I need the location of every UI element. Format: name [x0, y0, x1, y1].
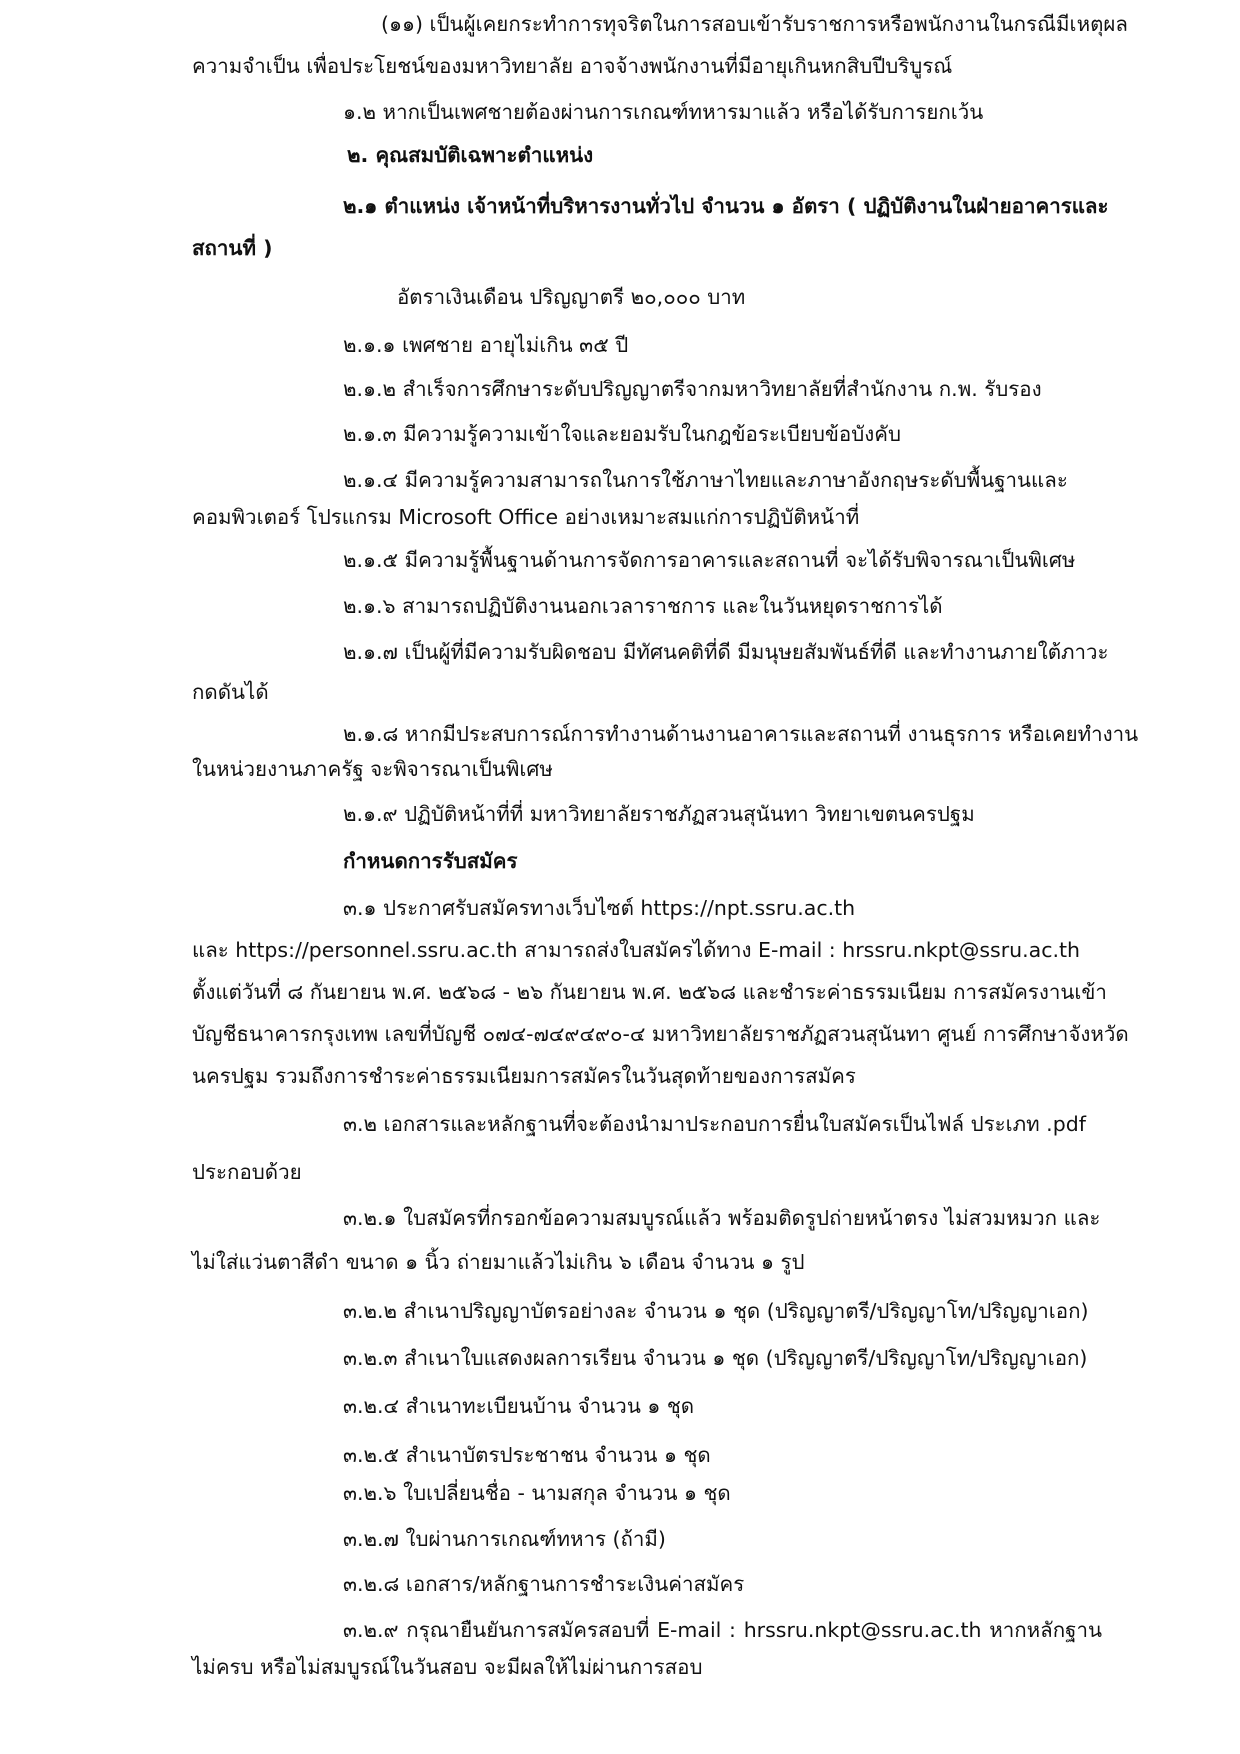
- list-item: ๒.๑.๙ ปฏิบัติหน้าที่ที่ มหาวิทยาลัยราชภัฏสวนสุนันทา วิทยาเขตนครปฐม: [343, 802, 975, 826]
- list-item: ๓.๒.๗ ใบผ่านการเกณฑ์ทหาร (ถ้ามี): [343, 1527, 666, 1551]
- list-item: ๓.๒.๓ สำเนาใบแสดงผลการเรียน จำนวน ๑ ชุด (ปริญญาตรี/ปริญญาโท/ปริญญาเอก): [343, 1346, 1088, 1370]
- paragraph-line: ความจำเป็น เพื่อประโยชน์ของมหาวิทยาลัย อาจจ้างพนักงานที่มีอายุเกินหกสิบปีบริบูรณ์: [192, 54, 953, 78]
- list-item: ๒.๑.๑ เพศชาย อายุไม่เกิน ๓๕ ปี: [343, 333, 629, 357]
- paragraph-line: (๑๑) เป็นผู้เคยกระทำการทุจริตในการสอบเข้ารับราชการหรือพนักงานในกรณีมีเหตุผล: [381, 12, 1128, 36]
- list-item: ๒.๑.๘ หากมีประสบการณ์การทำงานด้านงานอาคารและสถานที่ งานธุรการ หรือเคยทำงาน: [343, 722, 1139, 746]
- list-item-cont: คอมพิวเตอร์ โปรแกรม Microsoft Office อย่างเหมาะสมแก่การปฏิบัติหน้าที่: [192, 505, 860, 529]
- paragraph-line: นครปฐม รวมถึงการชำระค่าธรรมเนียมการสมัครในวันสุดท้ายของการสมัคร: [192, 1064, 856, 1088]
- list-item-cont: ไม่ใส่แว่นตาสีดำ ขนาด ๑ นิ้ว ถ่ายมาแล้วไม่เกิน ๖ เดือน จำนวน ๑ รูป: [192, 1250, 805, 1274]
- list-item: ๓.๒.๘ เอกสาร/หลักฐานการชำระเงินค่าสมัคร: [343, 1572, 745, 1596]
- list-item: ๒.๑.๖ สามารถปฏิบัติงานนอกเวลาราชการ และในวันหยุดราชการได้: [343, 594, 943, 618]
- list-item-cont: กดดันได้: [192, 680, 269, 704]
- list-item-cont: ประกอบด้วย: [192, 1160, 302, 1184]
- list-item: ๓.๒.๒ สำเนาปริญญาบัตรอย่างละ จำนวน ๑ ชุด (ปริญญาตรี/ปริญญาโท/ปริญญาเอก): [343, 1299, 1089, 1323]
- paragraph-line: ๑.๒ หากเป็นเพศชายต้องผ่านการเกณฑ์ทหารมาแล้ว หรือได้รับการยกเว้น: [343, 100, 984, 124]
- list-item: ๓.๒ เอกสารและหลักฐานที่จะต้องนำมาประกอบการยื่นใบสมัครเป็นไฟล์ ประเภท .pdf: [343, 1112, 1086, 1136]
- paragraph-line: ตั้งแต่วันที่ ๘ กันยายน พ.ศ. ๒๕๖๘ - ๒๖ กันยายน พ.ศ. ๒๕๖๘ และชำระค่าธรรมเนียม การสมัครงานเข้า: [192, 980, 1107, 1004]
- list-item: ๒.๑.๒ สำเร็จการศึกษาระดับปริญญาตรีจากมหาวิทยาลัยที่สำนักงาน ก.พ. รับรอง: [343, 377, 1042, 401]
- section-heading: กำหนดการรับสมัคร: [343, 849, 518, 873]
- list-item: ๓.๒.๔ สำเนาทะเบียนบ้าน จำนวน ๑ ชุด: [343, 1394, 695, 1418]
- list-item: ๓.๒.๑ ใบสมัครที่กรอกข้อความสมบูรณ์แล้ว พร้อมติดรูปถ่ายหน้าตรง ไม่สวมหมวก และ: [343, 1206, 1101, 1230]
- paragraph-line: บัญชีธนาคารกรุงเทพ เลขที่บัญชี ๐๗๔-๗๔๙๔๙๐-๔ มหาวิทยาลัยราชภัฏสวนสุนันทา ศูนย์ การศึกษาจังหวัด: [192, 1022, 1129, 1046]
- list-item: ๒.๑.๔ มีความรู้ความสามารถในการใช้ภาษาไทยและภาษาอังกฤษระดับพื้นฐานและ: [343, 468, 1068, 492]
- list-item: ๒.๑.๕ มีความรู้พื้นฐานด้านการจัดการอาคารและสถานที่ จะได้รับพิจารณาเป็นพิเศษ: [343, 548, 1076, 572]
- position-heading: ๒.๑ ตำแหน่ง เจ้าหน้าที่บริหารงานทั่วไป จำนวน ๑ อัตรา ( ปฏิบัติงานในฝ่ายอาคารและ: [343, 194, 1109, 218]
- list-item: ๓.๒.๙ กรุณายืนยันการสมัครสอบที่ E-mail : hrssru.nkpt@ssru.ac.th หากหลักฐาน: [343, 1618, 1102, 1642]
- list-item: ๓.๒.๕ สำเนาบัตรประชาชน จำนวน ๑ ชุด: [343, 1443, 711, 1467]
- paragraph-line: และ https://personnel.ssru.ac.th สามารถส่งใบสมัครได้ทาง E-mail : hrssru.nkpt@ssru.ac.th: [192, 938, 1081, 962]
- section-heading: ๒. คุณสมบัติเฉพาะตำแหน่ง: [347, 143, 594, 167]
- list-item: ๒.๑.๓ มีความรู้ความเข้าใจและยอมรับในกฎข้อระเบียบข้อบังคับ: [343, 422, 901, 446]
- list-item: ๒.๑.๗ เป็นผู้ที่มีความรับผิดชอบ มีทัศนคติที่ดี มีมนุษยสัมพันธ์ที่ดี และทำงานภายใต้ภาวะ: [343, 640, 1109, 664]
- salary-line: อัตราเงินเดือน ปริญญาตรี ๒๐,๐๐๐ บาท: [397, 285, 746, 309]
- list-item-cont: ในหน่วยงานภาครัฐ จะพิจารณาเป็นพิเศษ: [192, 757, 553, 781]
- position-heading-cont: สถานที่ ): [192, 236, 273, 260]
- list-item: ๓.๒.๖ ใบเปลี่ยนชื่อ - นามสกุล จำนวน ๑ ชุด: [343, 1481, 731, 1505]
- list-item: ๓.๑ ประกาศรับสมัครทางเว็บไซต์ https://npt.ssru.ac.th: [343, 896, 856, 920]
- list-item-cont: ไม่ครบ หรือไม่สมบูรณ์ในวันสอบ จะมีผลให้ไม่ผ่านการสอบ: [192, 1655, 703, 1679]
